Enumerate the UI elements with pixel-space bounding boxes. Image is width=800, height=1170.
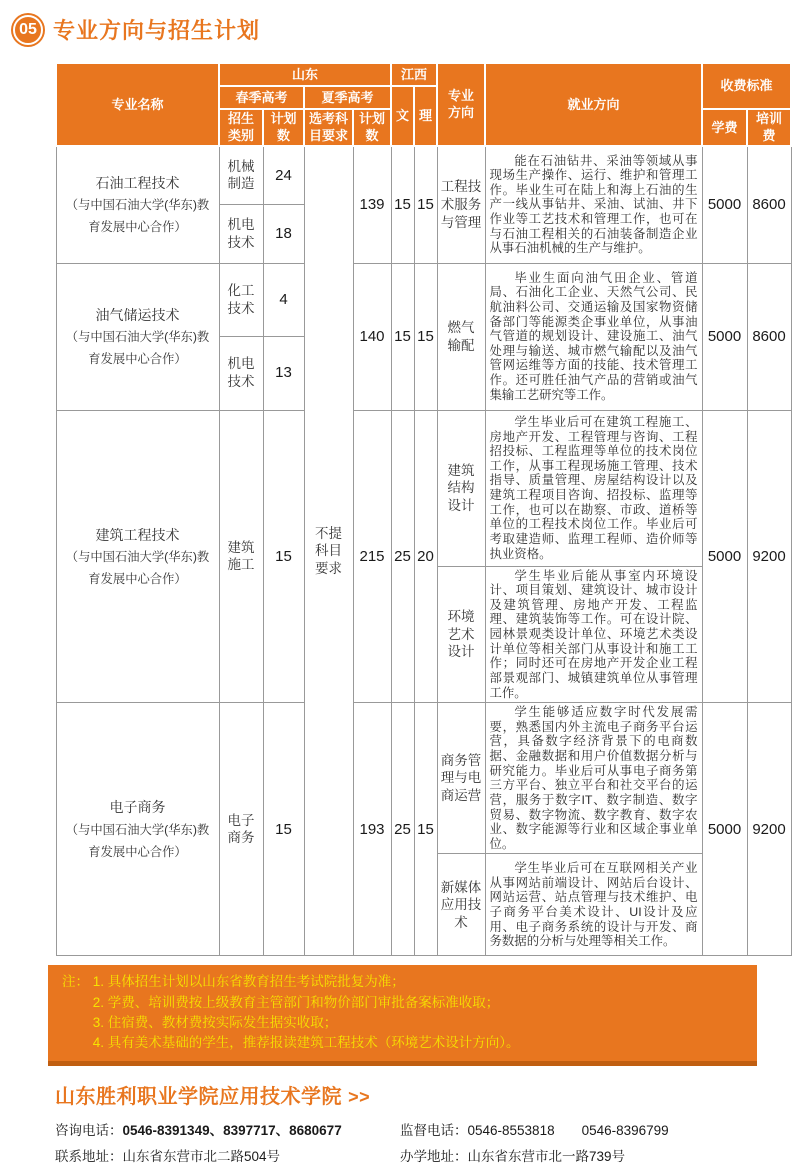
summer-count-cell: 140 [353, 263, 391, 410]
double-chevron-icon: >> [348, 1087, 371, 1108]
training-fee-cell: 8600 [747, 146, 791, 263]
notes-box [48, 965, 757, 1066]
spring-category-cell: 建筑施工 [219, 410, 263, 703]
spring-count-cell: 15 [263, 703, 304, 956]
col-header-wen: 文 [391, 86, 414, 146]
subject-requirement-cell: 不提科目要求 [304, 146, 353, 956]
school-title-text: 山东胜利职业学院应用技术学院 [55, 1086, 342, 1109]
spring-category-cell: 化工技术 [219, 263, 263, 336]
training-fee-cell: 9200 [747, 703, 791, 956]
jiangxi-li-cell: 15 [414, 703, 437, 956]
contact-row-addresses [55, 1144, 800, 1170]
col-header-major-name: 专业名称 [56, 63, 219, 146]
col-header-subject-requirement: 选考科目要求 [304, 109, 353, 146]
training-fee-cell: 8600 [747, 263, 791, 410]
col-header-spring-exam: 春季高考 [219, 86, 304, 109]
col-header-plan-count-spring: 计划数 [263, 109, 304, 146]
employment-cell: 能在石油钻井、采油等领域从事现场生产操作、运行、维护和管理工作。毕业生可在陆上和海上石油的生产一线从事钻井、采油、试油、井下作业等工艺技术和管理工作，也可在与石油工程相关的石油装备制造企业从事石油机械的生产与维护。 [485, 146, 702, 263]
col-header-direction: 专业方向 [437, 63, 485, 146]
spring-count-cell: 15 [263, 410, 304, 703]
jiangxi-li-cell: 15 [414, 146, 437, 263]
employment-cell: 学生能够适应数字时代发展需要，熟悉国内外主流电子商务平台运营，具备数字经济背景下的电商数据、金融数据和用户价值数据分析与研究能力。毕业后可从事电子商务第三方平台、独立平台和社交平台的运营，服务于数字IT、数字制造、数字贸易、数字物流、数字教育、数字农业、数字能源等行业和区域企事业单位。 [485, 703, 702, 854]
page-header [0, 0, 800, 46]
employment-cell: 学生毕业后可在建筑工程施工、房地产开发、工程管理与咨询、工程招投标、工程监理等单位的技术岗位工作，从事工程现场施工管理、技术指导、质量管理、房屋结构设计以及建筑工程项目咨询、招投标、监理等工作，也可以在勘察、市政、道桥等单位的工程技术岗位工作。毕业后可考取建造师、监理工程师、造价师等执业资格。 [485, 410, 702, 566]
major-name-cell [56, 703, 219, 956]
col-header-li: 理 [414, 86, 437, 146]
major-subtitle: （与中国石油大学(华东)教育发展中心合作） [65, 330, 210, 366]
contact-address-label: 联系地址： [55, 1149, 123, 1165]
direction-cell: 工程技术服务与管理 [437, 146, 485, 263]
direction-cell: 环境艺术设计 [437, 566, 485, 703]
jiangxi-li-cell: 15 [414, 263, 437, 410]
page-title: 专业方向与招生计划 [53, 18, 261, 43]
col-header-enroll-category: 招生类别 [219, 109, 263, 146]
summer-count-cell: 193 [353, 703, 391, 956]
major-name-cell [56, 410, 219, 703]
note-item: 1. 具体招生计划以山东省教育招生考试院批复为准； [92, 974, 405, 990]
summer-count-cell: 139 [353, 146, 391, 263]
summer-count-cell: 215 [353, 410, 391, 703]
employment-cell: 学生毕业后可在互联网相关产业从事网站前端设计、网站后台设计、网站运营、站点管理与技术维护、电子商务平台美术设计、UI设计及应用、电子商务系统的设计与开发、商务数据的分析与处理等相关工作。 [485, 854, 702, 956]
major-name-cell [56, 146, 219, 263]
major-name: 石油工程技术 [95, 174, 180, 191]
spring-count-cell: 24 [263, 146, 304, 204]
campus-address [400, 1144, 800, 1170]
major-name: 建筑工程技术 [95, 526, 180, 543]
note-item: 3. 住宿费、教材费按实际发生据实收取； [92, 1014, 338, 1030]
spring-category-cell: 机电技术 [219, 204, 263, 263]
major-name: 电子商务 [109, 799, 166, 816]
section-number-badge: 05 [13, 15, 43, 45]
consult-phone-numbers: 0546-8391349、8397717、8680677 [122, 1123, 342, 1139]
contact-info [55, 1118, 800, 1169]
major-subtitle: （与中国石油大学(华东)教育发展中心合作） [65, 822, 210, 859]
enrollment-table [55, 62, 792, 956]
spring-category-cell: 机电技术 [219, 336, 263, 410]
direction-cell: 商务管理与电商运营 [437, 703, 485, 854]
jiangxi-wen-cell: 25 [391, 703, 414, 956]
jiangxi-li-cell: 20 [414, 410, 437, 703]
col-header-fee-standard: 收费标准 [702, 63, 791, 109]
jiangxi-wen-cell: 15 [391, 146, 414, 263]
jiangxi-wen-cell: 15 [391, 263, 414, 410]
supervise-phone-label: 监督电话： [400, 1123, 468, 1139]
direction-cell: 建筑结构设计 [437, 410, 485, 566]
supervise-phone-numbers: 0546-8553818 0546-8396799 [467, 1123, 669, 1139]
supervise-phone [400, 1118, 800, 1144]
col-header-shandong: 山东 [219, 63, 391, 86]
consult-phone-label: 咨询电话： [55, 1123, 123, 1139]
tuition-cell: 5000 [702, 410, 747, 703]
jiangxi-wen-cell: 25 [391, 410, 414, 703]
tuition-cell: 5000 [702, 263, 747, 410]
spring-category-cell: 机械制造 [219, 146, 263, 204]
spring-count-cell: 18 [263, 204, 304, 263]
note-item: 4. 具有美术基础的学生，推荐报读建筑工程技术（环境艺术设计方向）。 [92, 1035, 520, 1051]
tuition-cell: 5000 [702, 703, 747, 956]
notes-label: 注： [62, 974, 93, 990]
contact-address [55, 1144, 400, 1170]
contact-address-value: 山东省东营市北二路504号 [122, 1149, 281, 1165]
direction-cell: 燃气输配 [437, 263, 485, 410]
spring-category-cell: 电子商务 [219, 703, 263, 956]
major-name: 油气储运技术 [95, 306, 180, 323]
col-header-plan-count-summer: 计划数 [353, 109, 391, 146]
major-subtitle: （与中国石油大学(华东)教育发展中心合作） [65, 198, 210, 234]
training-fee-cell: 9200 [747, 410, 791, 703]
spring-count-cell: 13 [263, 336, 304, 410]
contact-row-phones [55, 1118, 800, 1144]
tuition-cell: 5000 [702, 146, 747, 263]
major-subtitle: （与中国石油大学(华东)教育发展中心合作） [65, 550, 210, 586]
col-header-jiangxi: 江西 [391, 63, 437, 86]
campus-address-label: 办学地址： [400, 1149, 468, 1165]
school-title [55, 1080, 800, 1109]
employment-cell: 学生毕业后能从事室内环境设计、项目策划、建筑设计、城市设计及建筑管理、房地产开发、工程监理、建筑装饰等工作。可在设计院、园林景观类设计单位、环境艺术类设计单位等相关部门从事设计和施工工作；同时还可在房地产开发企业工程部景观部门、城镇建筑单位从事管理工作。 [485, 566, 702, 703]
employment-cell: 毕业生面向油气田企业、管道局、石油化工企业、天然气公司、民航油料公司、交通运输及国家物资储备部门等能源类企事业单位，从事油气管道的规划设计、建设施工、油气处理与输送、城市燃气输配以及油气管网运维等方面的技能、技术管理工作。还可胜任油气产品的营销或油气集输工艺研究等工作。 [485, 263, 702, 410]
col-header-summer-exam: 夏季高考 [304, 86, 391, 109]
major-name-cell [56, 263, 219, 410]
direction-cell: 新媒体应用技术 [437, 854, 485, 956]
spring-count-cell: 4 [263, 263, 304, 336]
campus-address-value: 山东省东营市北一路739号 [467, 1149, 626, 1165]
col-header-employment: 就业方向 [485, 63, 702, 146]
consult-phone [55, 1118, 400, 1144]
col-header-tuition: 学费 [702, 109, 747, 146]
col-header-training-fee: 培训费 [747, 109, 791, 146]
note-item: 2. 学费、培训费按上级教育主管部门和物价部门审批备案标准收取； [92, 994, 500, 1010]
notes-items [93, 972, 747, 1053]
